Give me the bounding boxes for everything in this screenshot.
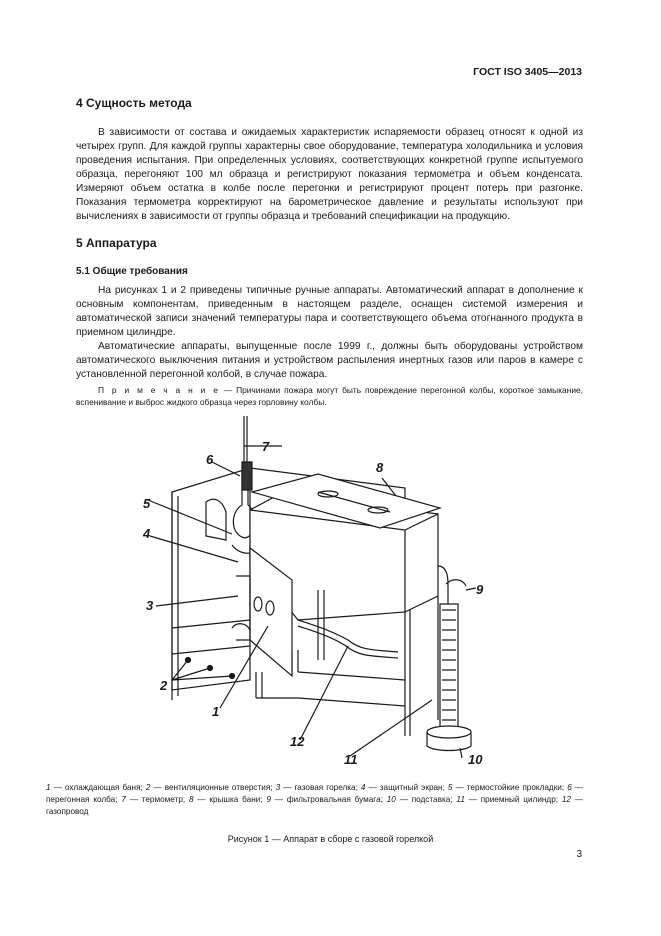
legend-text: — приемный цилиндр;: [464, 795, 562, 804]
legend-number: 4: [360, 783, 366, 792]
figure-legend: [46, 782, 583, 818]
legend-text: — подставка;: [395, 795, 457, 804]
legend-text: — газопровод: [46, 795, 583, 816]
legend-number: 6: [567, 783, 572, 792]
callout-12: 12: [290, 734, 305, 749]
legend-text: — термостойкие прокладки;: [452, 783, 568, 792]
callout-11: 11: [344, 752, 358, 767]
section-5-paragraph-1: На рисунках 1 и 2 приведены типичные ручные аппараты. Автоматический аппарат в дополнение к основным компонентам, приведенным в настоящем разделе, оснащен системой измерения и автоматической записи значений температуры пара и соответствующего объема отогнанного продукта в приемном цилиндре.: [76, 285, 583, 338]
callout-2: 2: [160, 678, 168, 693]
legend-text: — газовая горелка;: [280, 783, 361, 792]
legend-text: — термометр;: [125, 795, 189, 804]
legend-number: 11: [456, 795, 465, 804]
legend-number: 8: [189, 795, 194, 804]
callout-10: 10: [468, 752, 483, 767]
callout-3: 3: [146, 598, 154, 613]
legend-number: 5: [447, 783, 453, 792]
page-number: 3: [576, 849, 582, 860]
legend-number: 2: [145, 783, 151, 792]
section-4-paragraph: В зависимости от состава и ожидаемых характеристик испаряемости образец относят к одной из четырех групп. Для каждой группы характерны свое оборудование, температура холодильника и условия проведения испытания. При определенных условиях, соответствующих конкретной группе испытуемого образца, перегоняют 100 мл образца и регистрируют показания термометра и объем конденсата. Измеряют объем остатка в колбе после перегонки и регистрируют процент потерь при разгонке. Показания термометра корректируют на барометрическое давление и результаты используют при вычислениях в зависимости от группы образца и требований спецификации на продукцию.: [76, 127, 583, 222]
callout-4: 4: [143, 526, 151, 541]
callout-7: 7: [262, 439, 270, 454]
legend-text: — защитный экран;: [365, 783, 448, 792]
legend-number: 3: [275, 783, 281, 792]
figure-caption: Рисунок 1 — Аппарат в сборе с газовой горелкой: [227, 834, 434, 844]
callout-9: 9: [476, 582, 484, 597]
section-4-heading: 4 Сущность метода: [76, 96, 192, 110]
document-header: ГОСТ ISO 3405—2013: [473, 66, 582, 78]
callout-8: 8: [376, 460, 384, 475]
legend-number: 12: [561, 795, 571, 804]
section-5-heading: 5 Аппаратура: [76, 236, 157, 250]
legend-number: 9: [266, 795, 271, 804]
callout-5: 5: [143, 496, 151, 511]
legend-text: — вентиляционные отверстия;: [150, 783, 276, 792]
section-5-paragraph-2: Автоматические аппараты, выпущенные после 1999 г., должны быть оборудованы устройством автоматического выключения питания и устройством распыления инертных газов или паров в камере с установленной перегонной колбой, в случае пожара.: [76, 341, 583, 380]
legend-number: 7: [121, 795, 126, 804]
legend-number: 10: [386, 795, 396, 804]
legend-number: 1: [46, 783, 51, 792]
legend-text: — охлаждающая баня;: [50, 783, 146, 792]
subsection-5-1-heading: 5.1 Общие требования: [76, 266, 188, 277]
legend-text: — крышка бани;: [193, 795, 267, 804]
callout-6: 6: [206, 452, 214, 467]
callout-1: 1: [212, 704, 220, 719]
note-text: — Причинами пожара могут быть повреждение перегонной колбы, короткое замыкание, вспенивание и выброс жидкого образца через горловину колбы.: [76, 385, 583, 407]
note-label: П р и м е ч а н и е: [98, 385, 220, 395]
legend-text: — перегонная колба;: [46, 783, 583, 804]
legend-text: — фильтровальная бумага;: [270, 795, 387, 804]
